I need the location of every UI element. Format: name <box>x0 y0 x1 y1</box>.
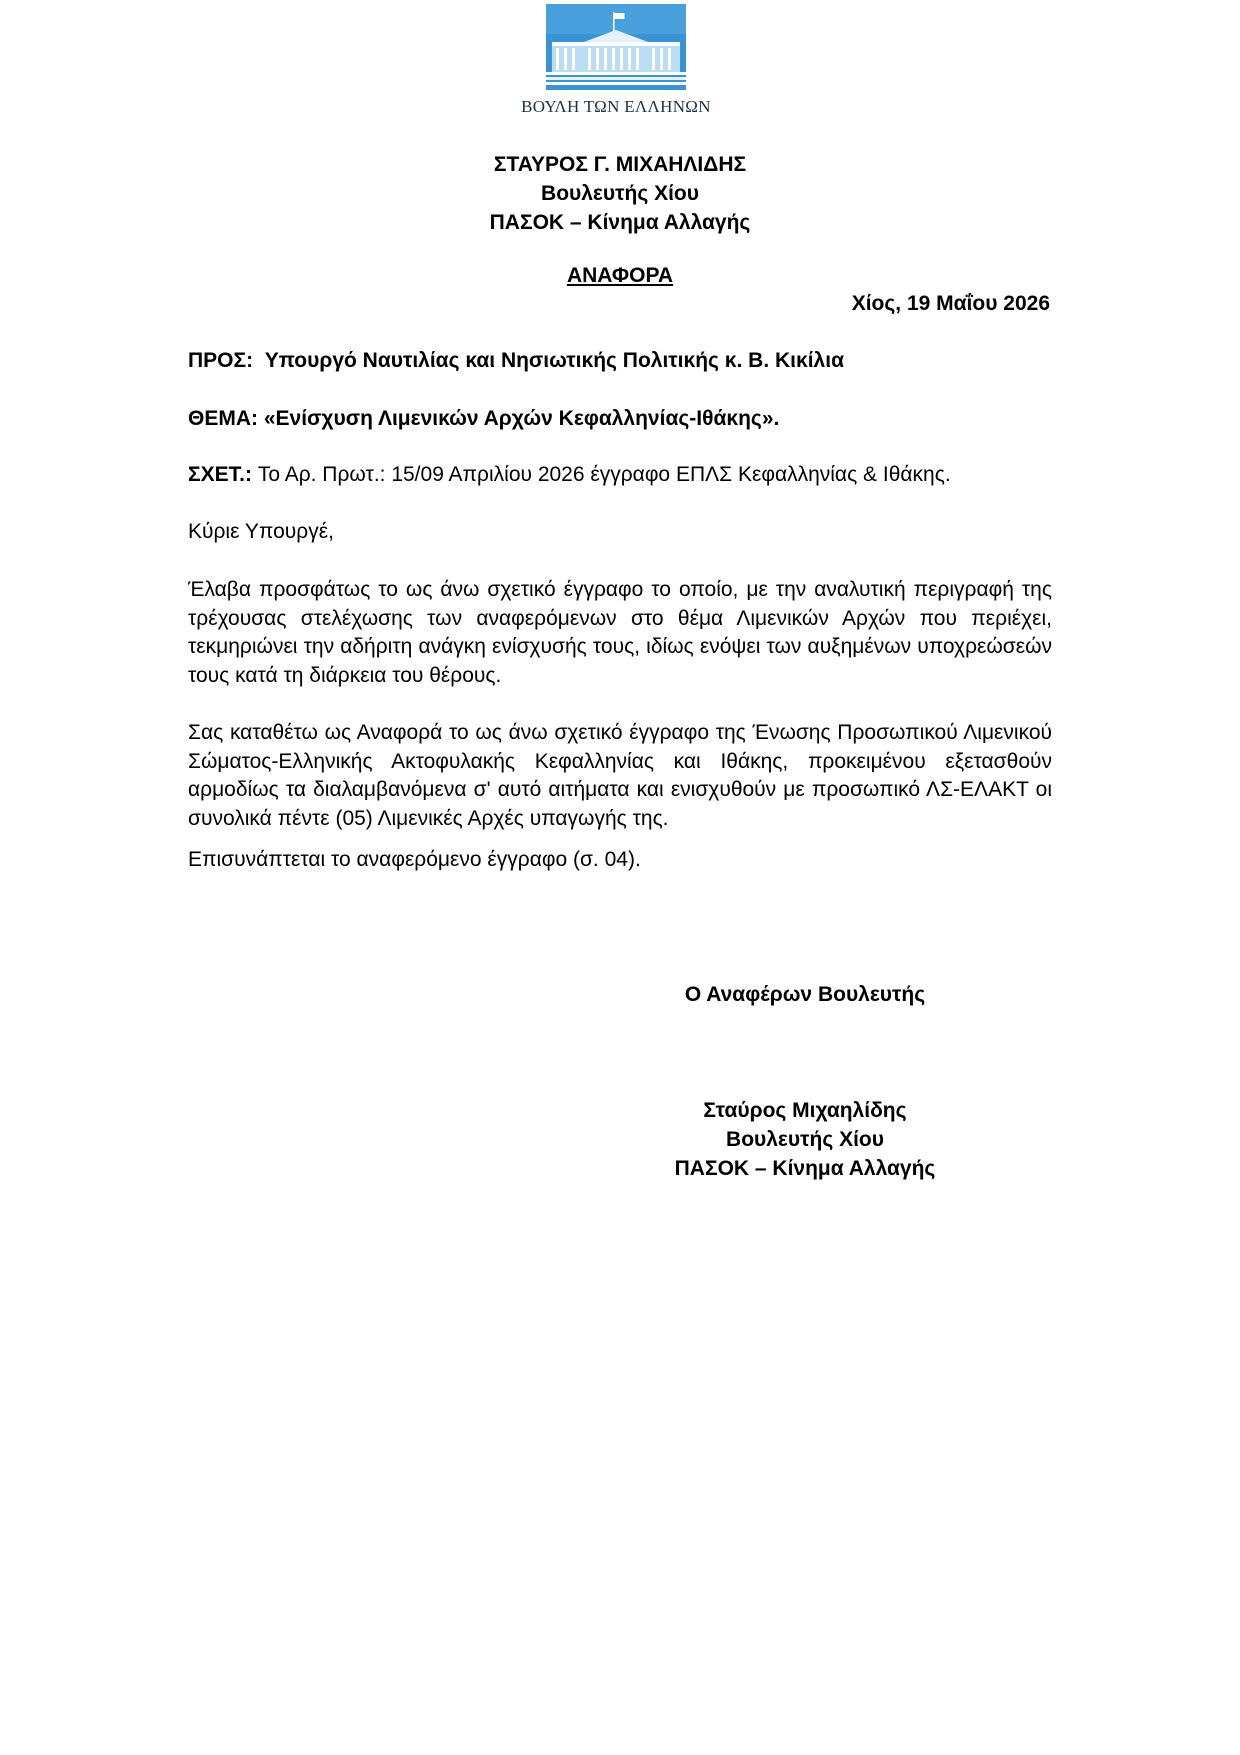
author-header <box>0 150 1240 237</box>
author-role: Βουλευτής Χίου <box>541 182 699 205</box>
recipient-line <box>188 349 844 373</box>
subject-label: ΘΕΜΑ: <box>188 407 258 430</box>
parliament-logo <box>546 4 686 90</box>
reference-value: Το Αρ. Πρωτ.: 15/09 Απριλίου 2026 έγγραφο ΕΠΛΣ Κεφαλληνίας & Ιθάκης. <box>257 463 951 486</box>
body-paragraph: Σας καταθέτω ως Αναφορά το ως άνω σχετικό έγγραφο της Ένωσης Προσωπικού Λιμενικού Σώματος-Ελληνικής Ακτοφυλακής Κεφαλληνίας και Ιθάκης, προκειμένου εξετασθούν αρμοδίως τα διαλαμβανόμενα σ' αυτό αιτήματα και ενισχυθούν με προσωπικό ΛΣ-ΕΛΑΚΤ οι συνολικά πέντε (05) Λιμενικές Αρχές υπαγωγής της. <box>188 721 1052 830</box>
body-paragraph: Έλαβα προσφάτως το ως άνω σχετικό έγγραφο το οποίο, με την αναλυτική περιγραφή της τρέχουσας στελέχωσης των αναφερόμενων στο θέμα Λιμενικών Αρχών που περιέχει, τεκμηριώνει την αδήριτη ανάγκη ενίσχυσής τους, ιδίως ενόψει των αυξημένων υποχρεώσεών τους κατά τη διάρκεια του θέρους. <box>188 578 1052 687</box>
author-party: ΠΑΣΟΚ – Κίνημα Αλλαγής <box>489 211 751 234</box>
author-name: ΣΤΑΥΡΟΣ Γ. ΜΙΧΑΗΛΙΔΗΣ <box>493 153 747 176</box>
signatory-role: Βουλευτής Χίου <box>726 1128 884 1151</box>
document-type: ΑΝΑΦΟΡΑ <box>566 264 674 287</box>
logo-caption: ΒΟΥΛΗ ΤΩΝ ΕΛΛΗΝΩΝ <box>521 97 711 116</box>
signatory-name: Σταύρος Μιχαηλίδης <box>703 1099 907 1122</box>
signatory-title: Ο Αναφέρων Βουλευτής <box>684 983 926 1006</box>
recipient-label: ΠΡΟΣ: <box>188 349 254 372</box>
signatory-party: ΠΑΣΟΚ – Κίνημα Αλλαγής <box>674 1157 936 1180</box>
subject-line <box>188 407 779 431</box>
document-date: Χίος, 19 Μαΐου 2026 <box>851 292 1050 315</box>
attachment-note: Επισυνάπτεται το αναφερόμενο έγγραφο (σ. 04). <box>188 848 641 871</box>
reference-label: ΣΧΕΤ.: <box>188 463 252 486</box>
signature-block <box>600 1096 1010 1183</box>
salutation: Κύριε Υπουργέ, <box>188 520 334 543</box>
reference-line <box>188 463 951 487</box>
subject-value: «Ενίσχυση Λιμενικών Αρχών Κεφαλληνίας-Ιθάκης». <box>263 407 780 430</box>
recipient-value: Υπουργό Ναυτιλίας και Νησιωτικής Πολιτικής κ. Β. Κικίλια <box>264 349 844 372</box>
